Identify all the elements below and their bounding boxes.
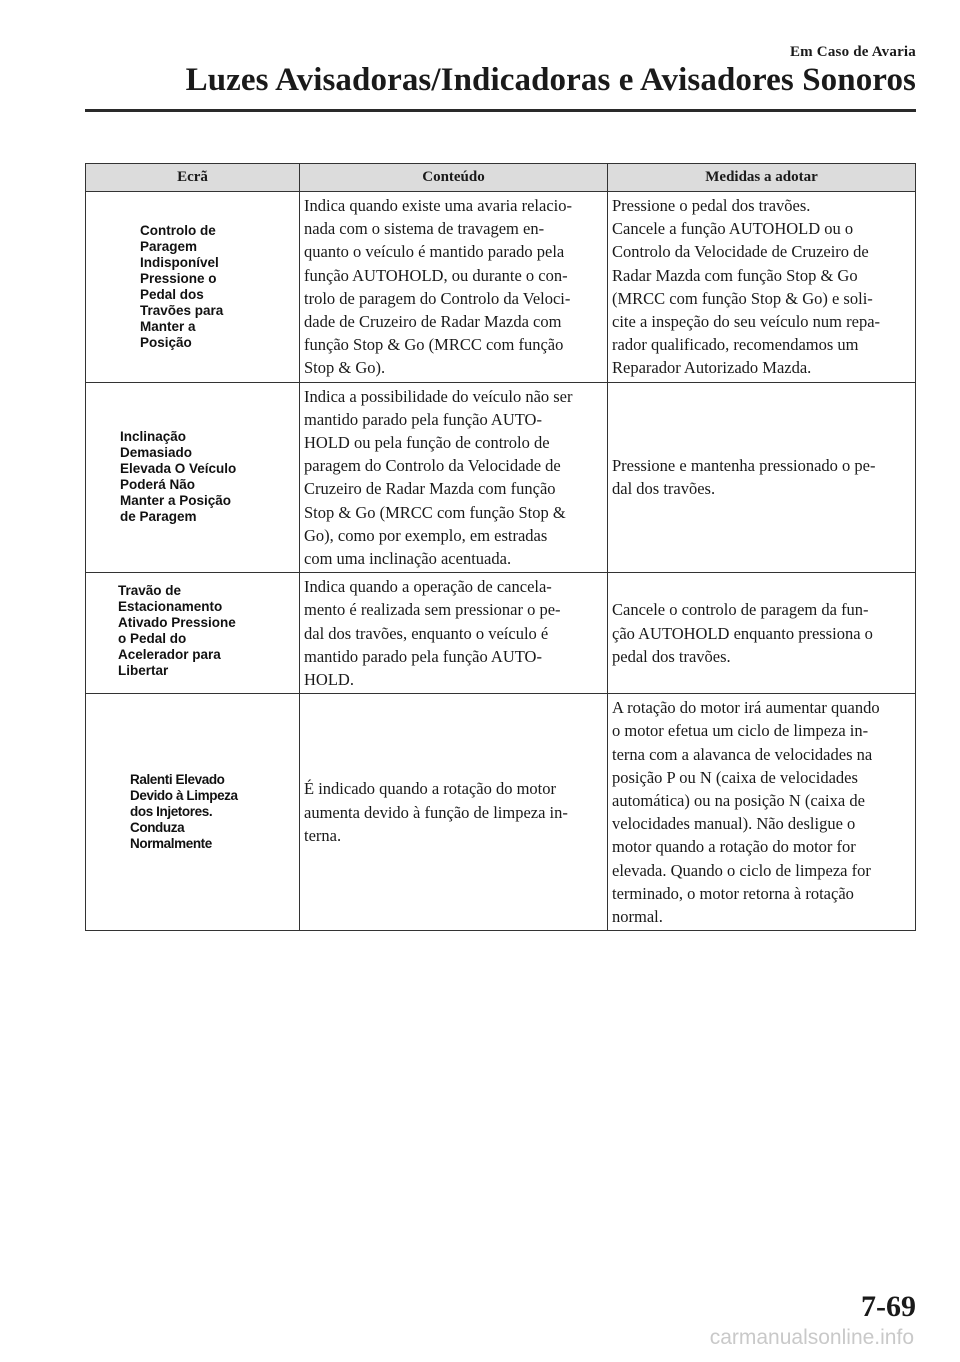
table-row xyxy=(86,694,916,931)
screen-cell xyxy=(86,382,300,573)
content-cell: É indicado quando a rotação do motor aumenta devido à função de limpeza in- terna. xyxy=(300,694,608,931)
header-screen: Ecrã xyxy=(86,164,300,192)
display-message: Ralenti Elevado Devido à Limpeza dos Injetores. Conduza Normalmente xyxy=(130,772,238,852)
page-number: 7-69 xyxy=(861,1290,916,1323)
action-cell: Pressione o pedal dos travões. Cancele a função AUTOHOLD ou o Controlo da Velocidade de Cruzeiro de Radar Mazda com função Stop & Go (MRCC com função Stop & Go) e soli- cite a inspeção do seu veículo num repa- rador qualificado, recomendamos um Reparador Autorizado Mazda. xyxy=(608,192,916,383)
screen-cell xyxy=(86,192,300,383)
warning-messages-table xyxy=(85,163,916,931)
header-content: Conteúdo xyxy=(300,164,608,192)
table-row xyxy=(86,573,916,694)
screen-cell xyxy=(86,694,300,931)
title-rule xyxy=(85,109,916,112)
header-action: Medidas a adotar xyxy=(608,164,916,192)
action-cell: Pressione e mantenha pressionado o pe- dal dos travões. xyxy=(608,382,916,573)
page-title: Luzes Avisadoras/Indicadoras e Avisadores Sonoros xyxy=(185,62,916,98)
content-cell: Indica a possibilidade do veículo não ser mantido parado pela função AUTO- HOLD ou pela função de controlo de paragem do Controlo da Velocidade de Cruzeiro de Radar Mazda com função Stop & Go (MRCC com função Stop & Go), como por exemplo, em estradas com uma inclinação acentuada. xyxy=(300,382,608,573)
content-cell: Indica quando existe uma avaria relacio- nada com o sistema de travagem en- quanto o veículo é mantido parado pela função AUTOHOLD, ou durante o con- trolo de paragem do Controlo da Veloci- dade de Cruzeiro de Radar Mazda com função Stop & Go (MRCC com função Stop & Go). xyxy=(300,192,608,383)
action-cell: Cancele o controlo de paragem da fun- ção AUTOHOLD enquanto pressiona o pedal dos travões. xyxy=(608,573,916,694)
action-cell: A rotação do motor irá aumentar quando o motor efetua um ciclo de limpeza in- terna com a alavanca de velocidades na posição P ou N (caixa de velocidades automática) ou na posição N (caixa de velocidades manual). Não desligue o motor quando a rotação do motor for elevada. Quando o ciclo de limpeza for terminado, o motor retorna à rotação normal. xyxy=(608,694,916,931)
display-message: Inclinação Demasiado Elevada O Veículo Poderá Não Manter a Posição de Paragem xyxy=(120,429,237,525)
table-header-row xyxy=(86,164,916,192)
display-message: Controlo de Paragem Indisponível Pressione o Pedal dos Travões para Manter a Posição xyxy=(140,222,224,350)
screen-cell xyxy=(86,573,300,694)
table-row xyxy=(86,192,916,383)
footer-watermark: carmanualsonline.info xyxy=(709,1326,914,1349)
table-row xyxy=(86,382,916,573)
display-message: Travão de Estacionamento Ativado Pressione o Pedal do Acelerador para Libertar xyxy=(118,583,236,679)
section-label: Em Caso de Avaria xyxy=(789,44,916,60)
content-cell: Indica quando a operação de cancela- mento é realizada sem pressionar o pe- dal dos travões, enquanto o veículo é mantido parado pela função AUTO- HOLD. xyxy=(300,573,608,694)
